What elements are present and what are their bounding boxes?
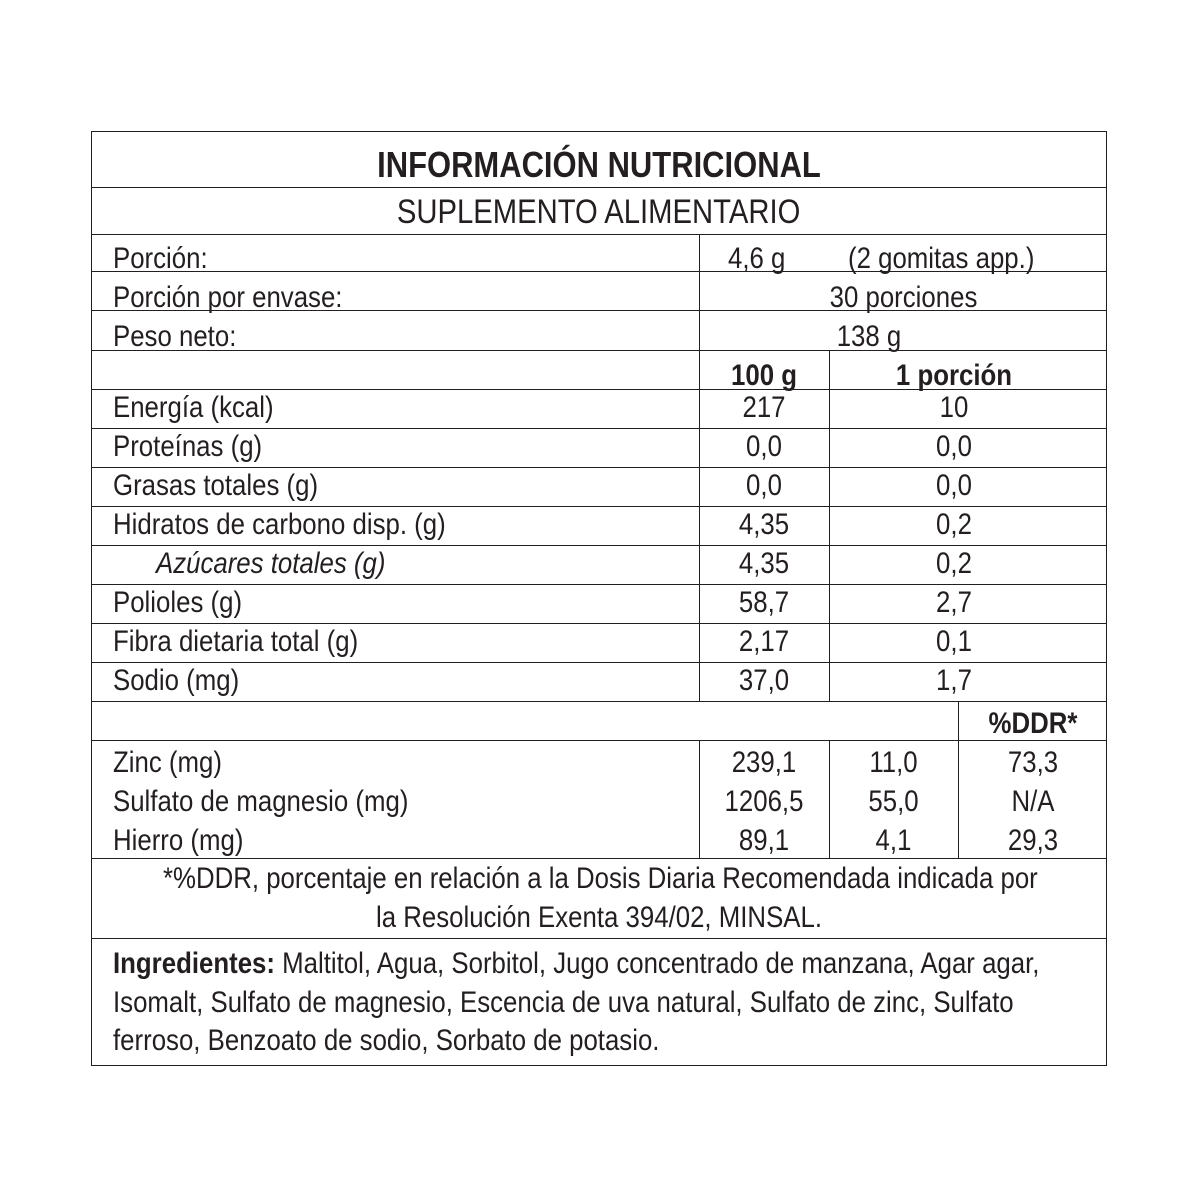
nutrient-value-portion: 0,0 — [936, 469, 972, 502]
nutrient-name: Proteínas (g) — [113, 430, 263, 463]
column-rule — [699, 389, 700, 701]
nutrient-value-100g: 37,0 — [738, 664, 790, 697]
footnote-line-1: *%DDR, porcentaje en relación a la Dosis Diaria Recomendada indicada por — [162, 862, 1038, 895]
column-rule — [829, 740, 830, 858]
divider — [92, 271, 1106, 272]
column-rule — [699, 234, 700, 389]
nutrient-value-portion: 0,0 — [936, 430, 972, 463]
column-rule — [958, 740, 959, 858]
porcion-amount: 4,6 g — [728, 242, 786, 275]
footnote-line-2: la Resolución Exenta 394/02, MINSAL. — [375, 901, 823, 934]
porcion-note: (2 gomitas app.) — [848, 242, 1035, 275]
column-rule — [829, 350, 830, 701]
nutrient-name: Grasas totales (g) — [113, 469, 319, 502]
nutrient-name: Sodio (mg) — [113, 664, 240, 697]
porcion-envase-label: Porción por envase: — [113, 281, 343, 314]
nutrient-value-portion: 2,7 — [936, 586, 972, 619]
nutrient-name: Azúcares totales (g) — [156, 547, 386, 580]
nutrient-value-portion: 10 — [939, 391, 969, 424]
divider — [92, 701, 1106, 702]
nutrient-value-portion: 0,1 — [936, 625, 972, 658]
mineral-value-100g: 239,1 — [731, 746, 797, 779]
column-rule — [958, 701, 959, 740]
col-header-ddr: %DDR* — [988, 707, 1078, 740]
label-subtitle: SUPLEMENTO ALIMENTARIO — [397, 193, 801, 231]
nutrient-value-100g: 217 — [742, 391, 786, 424]
divider — [92, 350, 1106, 351]
mineral-value-portion: 11,0 — [869, 746, 918, 779]
mineral-value-portion: 55,0 — [868, 785, 919, 818]
mineral-name: Sulfato de magnesio (mg) — [113, 785, 409, 818]
nutrient-value-100g: 58,7 — [738, 586, 790, 619]
divider — [92, 187, 1106, 188]
divider — [92, 938, 1106, 939]
ingredients-text: Maltitol, Agua, Sorbitol, Jugo concentrado de manzana, Agar agar, Isomalt, Sulfato de magnesio, Escencia de uva natural, Sulfato de zinc, Sulfato ferroso, Benzoato de sodio, Sorbato de potasio. — [113, 947, 1040, 1057]
nutrient-value-100g: 0,0 — [746, 469, 782, 502]
nutrient-value-100g: 4,35 — [738, 508, 790, 541]
col-header-100g: 100 g — [731, 359, 797, 392]
porcion-label: Porción: — [113, 242, 208, 275]
mineral-value-ddr: 73,3 — [1007, 746, 1059, 779]
nutrient-value-portion: 1,7 — [936, 664, 972, 697]
divider — [92, 234, 1106, 235]
nutrient-value-portion: 0,2 — [936, 547, 972, 580]
mineral-name: Zinc (mg) — [113, 746, 222, 779]
mineral-value-100g: 1206,5 — [724, 785, 804, 818]
nutrient-name: Energía (kcal) — [113, 391, 274, 424]
nutrient-value-100g: 2,17 — [738, 625, 790, 658]
peso-neto-label: Peso neto: — [113, 320, 237, 353]
porcion-envase-value: 30 porciones — [829, 281, 978, 314]
ingredients-block — [113, 945, 1085, 1061]
nutrient-value-100g: 0,0 — [746, 430, 782, 463]
mineral-value-ddr: N/A — [1011, 785, 1055, 818]
label-title: INFORMACIÓN NUTRICIONAL — [377, 144, 821, 185]
col-header-portion: 1 porción — [895, 359, 1013, 392]
mineral-value-portion: 4,1 — [875, 824, 912, 857]
mineral-value-ddr: 29,3 — [1007, 824, 1059, 857]
nutrient-name: Polioles (g) — [113, 586, 243, 619]
peso-neto-value: 138 g — [836, 320, 902, 353]
ingredients-label: Ingredientes: — [113, 947, 276, 980]
mineral-value-100g: 89,1 — [738, 824, 790, 857]
divider — [92, 740, 1106, 741]
column-rule — [699, 740, 700, 858]
divider — [92, 858, 1106, 859]
divider — [92, 310, 1106, 311]
nutrition-facts-label — [91, 131, 1107, 1066]
nutrient-name: Fibra dietaria total (g) — [113, 625, 359, 658]
mineral-name: Hierro (mg) — [113, 824, 244, 857]
nutrient-name: Hidratos de carbono disp. (g) — [113, 508, 446, 541]
nutrient-value-portion: 0,2 — [936, 508, 972, 541]
nutrient-value-100g: 4,35 — [738, 547, 790, 580]
